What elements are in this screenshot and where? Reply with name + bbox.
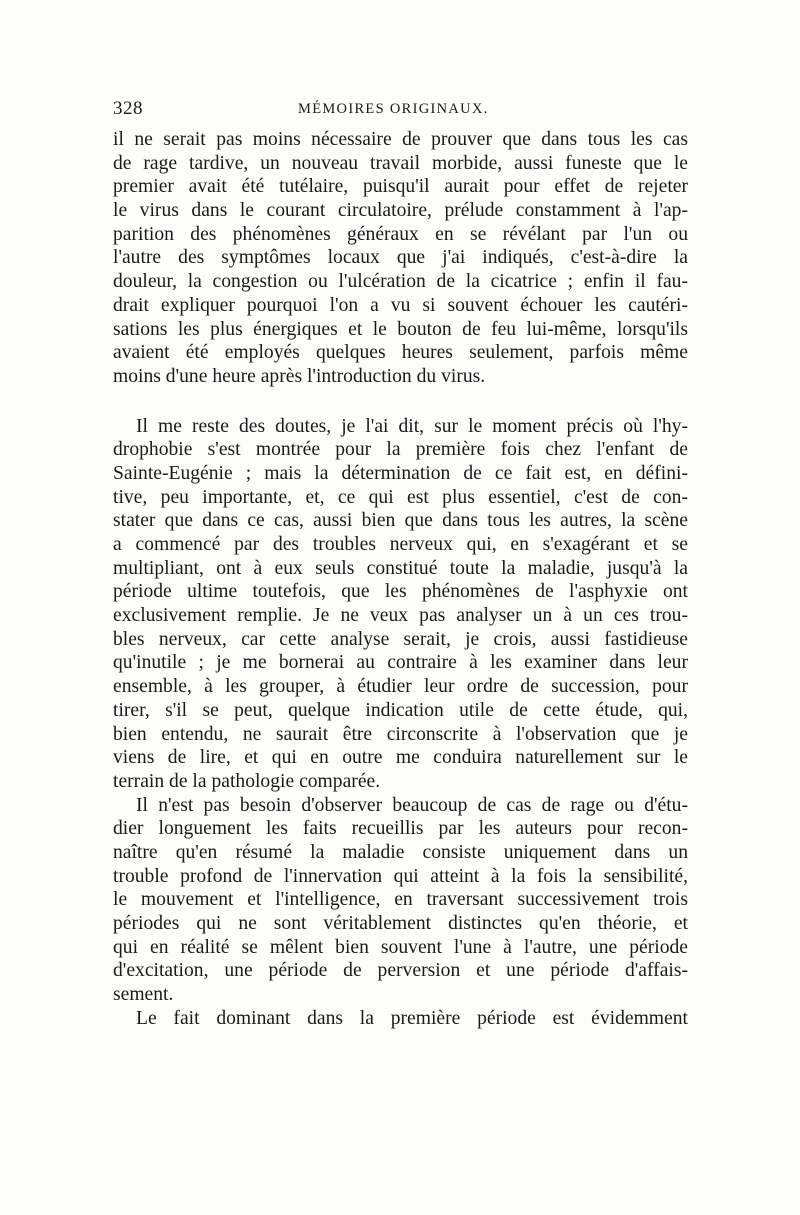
text-line: terrain de la pathologie comparée. — [113, 770, 381, 792]
text-line: Il me reste des doutes, je l'ai dit, sur le moment précis où l'hy- — [136, 415, 688, 437]
text-line: avaient été employés quelques heures seulement, parfois même — [113, 342, 688, 364]
text-line: le virus dans le courant circulatoire, prélude constamment à l'ap- — [113, 200, 688, 222]
text-line: sement. — [113, 984, 174, 1006]
paragraph-2 — [113, 415, 688, 794]
text-line: bles nerveux, car cette analyse serait, je crois, aussi fastidieuse — [113, 628, 688, 650]
text-line: moins d'une heure après l'introduction du virus. — [113, 365, 486, 387]
text-line: multipliant, ont à eux seuls constitué toute la maladie, jusqu'à la — [113, 557, 688, 579]
paragraph-gap — [113, 389, 688, 415]
text-line: naître qu'en résumé la maladie consiste uniquement dans un — [113, 841, 688, 863]
running-head: MÉMOIRES ORIGINAUX. — [298, 101, 489, 117]
text-line: le mouvement et l'intelligence, en traversant successivement trois — [113, 889, 688, 911]
page-number: 328 — [113, 98, 143, 119]
text-line: qui en réalité se mêlent bien souvent l'une à l'autre, une période — [113, 936, 688, 958]
text-line: période ultime toutefois, que les phénomènes de l'asphyxie ont — [113, 581, 688, 603]
paragraph-4 — [113, 1007, 688, 1031]
text-line: trouble profond de l'innervation qui atteint à la fois la sensibilité, — [113, 865, 688, 887]
text-line: drait expliquer pourquoi l'on a vu si souvent échouer les cautéri- — [113, 294, 688, 316]
text-line: d'excitation, une période de perversion et une période d'affais- — [113, 960, 688, 982]
text-line: périodes qui ne sont véritablement distinctes qu'en théorie, et — [113, 913, 688, 934]
text-line: tive, peu importante, et, ce qui est plus essentiel, c'est de con- — [113, 486, 688, 508]
text-line: Le fait dominant dans la première période est évidemment — [136, 1007, 688, 1029]
text-line: Il n'est pas besoin d'observer beaucoup de cas de rage ou d'étu- — [136, 794, 688, 816]
text-line: sations les plus énergiques et le bouton de feu lui-même, lorsqu'ils — [113, 318, 688, 340]
text-line: bien entendu, ne saurait être circonscrite à l'observation que je — [113, 723, 688, 745]
text-line: il ne serait pas moins nécessaire de prouver que dans tous les cas — [113, 129, 688, 150]
body-text — [113, 128, 688, 1030]
text-line: stater que dans ce cas, aussi bien que dans tous les autres, la scène — [113, 510, 688, 532]
text-line: drophobie s'est montrée pour la première fois chez l'enfant de — [113, 439, 688, 461]
paragraph-1 — [113, 128, 688, 389]
paragraph-3 — [113, 794, 688, 1007]
text-line: Sainte-Eugénie ; mais la détermination de ce fait est, en défini- — [113, 462, 688, 484]
text-line: ensemble, à les grouper, à étudier leur ordre de succession, pour — [113, 676, 688, 698]
text-line: de rage tardive, un nouveau travail morbide, aussi funeste que le — [113, 152, 688, 174]
text-line: tirer, s'il se peut, quelque indication utile de cette étude, qui, — [113, 699, 688, 721]
text-line: douleur, la congestion ou l'ulcération de la cicatrice ; enfin il fau- — [113, 271, 688, 293]
text-line: premier avait été tutélaire, puisqu'il aurait pour effet de rejeter — [113, 176, 688, 198]
text-line: exclusivement remplie. Je ne veux pas analyser un à un ces trou- — [113, 605, 688, 627]
text-line: l'autre des symptômes locaux que j'ai indiqués, c'est-à-dire la — [113, 247, 688, 269]
page-header — [113, 98, 688, 124]
text-line: dier longuement les faits recueillis par les auteurs pour recon- — [113, 818, 688, 840]
text-line: a commencé par des troubles nerveux qui, en s'exagérant et se — [113, 534, 688, 555]
text-line: parition des phénomènes généraux en se révélant par l'un ou — [113, 223, 688, 245]
text-line: viens de lire, et qui en outre me conduira naturellement sur le — [113, 747, 688, 769]
text-line: qu'inutile ; je me bornerai au contraire à les examiner dans leur — [113, 652, 688, 674]
